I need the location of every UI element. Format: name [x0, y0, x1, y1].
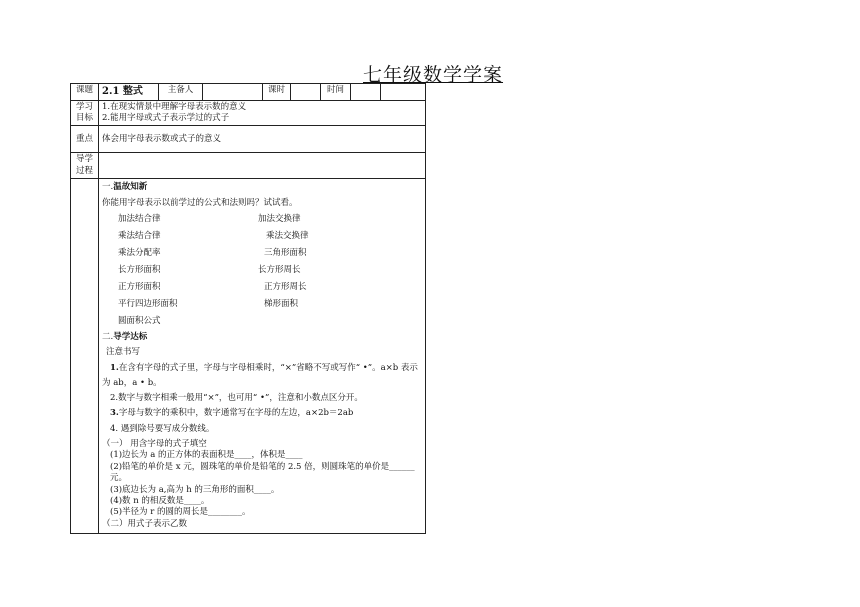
rule-1-cont: 为 ab，a • b。	[102, 377, 162, 388]
formula-item: 加法交换律	[258, 213, 301, 224]
content-left-blank	[71, 179, 99, 534]
formula-item: 平行四边形面积	[118, 298, 178, 309]
formula-item: 正方形周长	[264, 281, 307, 292]
key-point-row	[71, 126, 426, 153]
section1-heading	[102, 180, 422, 195]
section2-prefix: 二.	[102, 331, 114, 342]
formula-item: 梯形面积	[264, 298, 299, 309]
rule-3	[102, 406, 422, 421]
rule-2: 2.数字与数字相乘一般用“×”，也可用“ •”，注意和小数点区分开。	[110, 393, 363, 404]
formula-grid	[118, 211, 422, 330]
key-point-label: 重点	[71, 126, 99, 153]
objectives-content	[99, 100, 426, 126]
exercise-item: (5)半径为 r 的圆的周长是________。	[110, 507, 251, 518]
process-blank	[99, 153, 426, 179]
section2-heading	[102, 330, 422, 345]
formula-item: 长方形周长	[258, 264, 301, 275]
section1-prefix: 一.	[102, 182, 114, 193]
preparer-value	[203, 84, 263, 101]
formula-item: 加法结合律	[118, 213, 161, 224]
exercise-item: (2)铅笔的单价是 x 元，圆珠笔的单价是铅笔的 2.5 倍，则圆珠笔的单价是______元。	[110, 461, 415, 484]
topic-value: 2.1 整式	[99, 84, 159, 101]
lesson-plan-table	[70, 83, 426, 534]
formula-item	[258, 313, 422, 330]
time-value	[351, 84, 381, 101]
objective-item: 1.在现实情景中理解字母表示数的意义	[102, 101, 247, 112]
formula-item: 乘法结合律	[118, 230, 161, 241]
exercise-item: (1)边长为 a 的正方体的表面积是____，体积是____	[110, 450, 303, 461]
objectives-label-line2: 目标	[75, 112, 93, 123]
formula-item: 乘法分配率	[118, 247, 161, 258]
period-value	[291, 84, 321, 101]
formula-item: 乘法交换律	[266, 230, 309, 241]
formula-item: 长方形面积	[118, 264, 161, 275]
rule-1-text: 在含有字母的式子里，字母与字母相乘时，“×”省略不写或写作“ •”。a×b 表示	[118, 362, 418, 373]
header-blank	[381, 84, 426, 101]
exercise-item: (3)底边长为 a,高为 h 的三角形的面积____。	[110, 484, 280, 495]
rule-1	[102, 361, 422, 376]
objectives-label	[71, 100, 99, 126]
section2-title: 导学达标	[113, 331, 148, 342]
notes-title: 注意书写	[106, 347, 141, 358]
process-label	[71, 153, 99, 179]
section1-title: 温故知新	[113, 182, 148, 193]
rule-1-num: 1.	[110, 362, 119, 373]
section1-intro: 你能用字母表示以前学过的公式和法则吗？试试看。	[102, 197, 298, 208]
preparer-label: 主备人	[159, 84, 203, 101]
formula-item: 正方形面积	[118, 281, 161, 292]
key-point-text: 体会用字母表示数或式子的意义	[99, 126, 426, 153]
objectives-row	[71, 100, 426, 126]
header-row	[71, 84, 426, 101]
process-row	[71, 153, 426, 179]
period-label: 课时	[263, 84, 291, 101]
process-label-line1: 导学	[75, 154, 93, 165]
page-title-text: 七年级数学学案	[363, 64, 504, 86]
content-row	[71, 179, 426, 534]
process-label-line2: 过程	[75, 165, 93, 176]
objective-item: 2.能用字母或式子表示学过的式子	[102, 112, 230, 123]
content-cell	[99, 179, 426, 534]
formula-item: 圆面积公式	[118, 315, 161, 326]
part2-title: （二）用式子表示乙数	[102, 518, 188, 529]
rule-4: 4. 遇到除号要写成分数线。	[110, 423, 215, 434]
time-label: 时间	[321, 84, 351, 101]
formula-item: 三角形面积	[264, 247, 307, 258]
part1-title: （一） 用含字母的式子填空	[102, 439, 207, 450]
exercise-list	[102, 450, 422, 519]
topic-label: 课题	[71, 84, 99, 101]
rule-3-text: 字母与数字的乘积中，数字通常写在字母的左边，a×2b＝2ab	[118, 408, 354, 419]
exercise-item: (4)数 n 的相反数是____。	[110, 495, 210, 506]
rule-3-num: 3.	[110, 408, 119, 419]
objectives-label-line1: 学习	[75, 101, 93, 112]
